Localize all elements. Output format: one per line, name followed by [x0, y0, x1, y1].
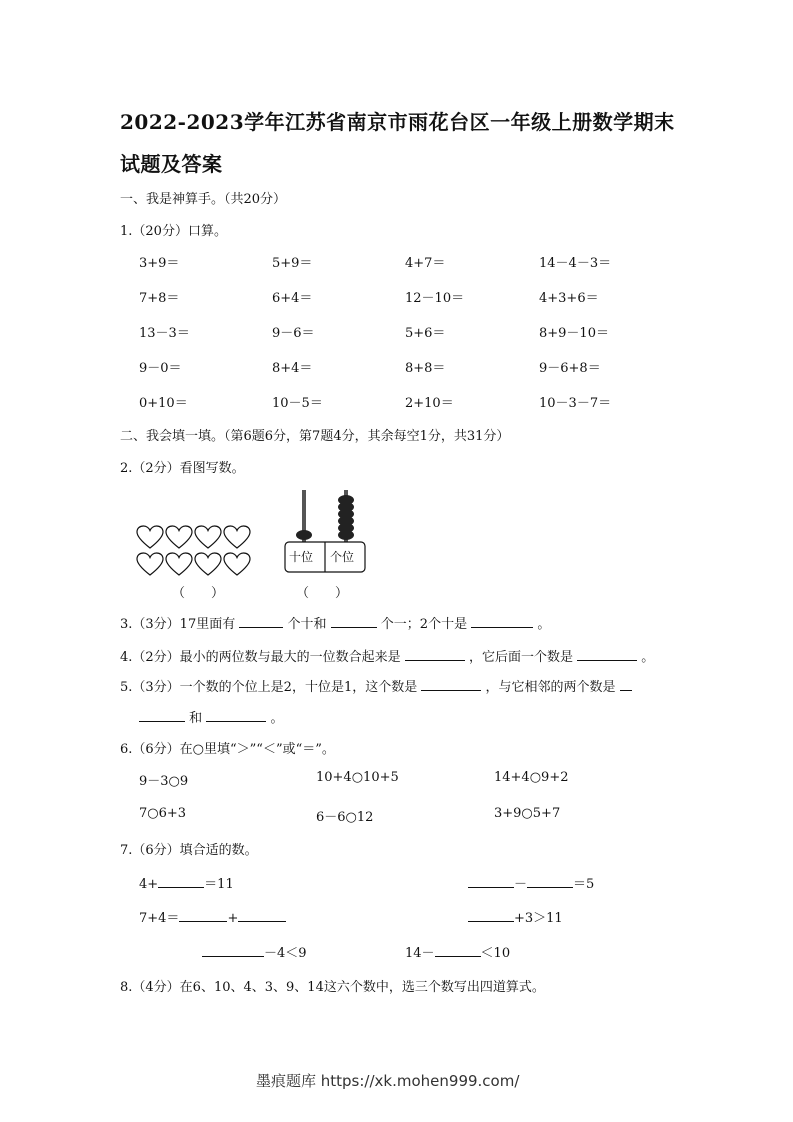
q7-b-text1: － [514, 877, 528, 892]
abacus-figure [284, 486, 366, 574]
section1-heading: 一、我是神算手。（共20分） [120, 192, 287, 207]
abacus-tens-label: 十位 [289, 550, 314, 564]
q3-line [120, 613, 550, 632]
abacus-ones-label: 个位 [330, 550, 355, 564]
hearts-figure [136, 524, 254, 580]
q7-b-text2: ＝5 [573, 877, 595, 892]
q1-item: 10－5＝ [272, 396, 323, 411]
q3-text-a: 3.（3分）17里面有 [120, 617, 236, 632]
q6-item[interactable]: 9－3○9 [139, 774, 189, 789]
q1-item: 9－0＝ [139, 361, 182, 376]
q7-item-c [139, 907, 286, 926]
q7-b-blank-1[interactable] [468, 875, 514, 888]
q3-text-b: 个十和 [287, 617, 327, 632]
q7-item-f [405, 942, 510, 961]
q1-item: 8+4＝ [272, 361, 313, 376]
q7-c-blank-2[interactable] [238, 909, 286, 922]
heart-icon [166, 553, 192, 575]
q3-blank-3[interactable] [471, 615, 533, 628]
heart-icon [166, 526, 192, 548]
q7-a-blank[interactable] [158, 875, 204, 888]
q1-item: 14－4－3＝ [539, 256, 612, 271]
q4-text-a: 4.（2分）最小的两位数与最大的一位数合起来是 [120, 650, 401, 665]
q7-a-text2: ＝11 [204, 877, 234, 892]
heart-icon [137, 526, 163, 548]
q4-blank-1[interactable] [405, 648, 465, 661]
q1-item: 5+6＝ [405, 326, 446, 341]
q7-c-text2: + [227, 911, 239, 926]
q7-e-blank[interactable] [202, 944, 264, 957]
q4-text-b: ，它后面一个数是 [468, 650, 573, 665]
q8-label: 8.（4分）在6、10、4、3、9、14这六个数中，选三个数写出四道算式。 [120, 980, 545, 995]
q5-blank-2-start[interactable] [620, 678, 632, 691]
footer-watermark: 墨痕题库 https://xk.mohen999.com/ [256, 1072, 520, 1090]
q1-item: 7+8＝ [139, 291, 180, 306]
page-title-line2: 试题及答案 [120, 152, 223, 176]
q5-text-c: 和 [189, 711, 203, 726]
q5-text-b: ，与它相邻的两个数是 [485, 680, 616, 695]
q1-item: 10－3－7＝ [539, 396, 612, 411]
q1-item: 5+9＝ [272, 256, 313, 271]
q6-item[interactable]: 10+4○10+5 [316, 770, 399, 785]
q7-b-blank-2[interactable] [527, 875, 573, 888]
q7-item-b [468, 873, 594, 892]
q1-item: 2+10＝ [405, 396, 454, 411]
q7-label: 7.（6分）填合适的数。 [120, 843, 258, 858]
q2-label: 2.（2分）看图写数。 [120, 461, 245, 476]
heart-icon [195, 526, 221, 548]
q6-label: 6.（6分）在○里填“＞”“＜”或“＝”。 [120, 742, 335, 757]
q1-item: 3+9＝ [139, 256, 180, 271]
q5-blank-3[interactable] [206, 709, 266, 722]
q7-item-e [202, 942, 307, 961]
q1-item: 6+4＝ [272, 291, 313, 306]
q5-text-a: 5.（3分）一个数的个位上是2，十位是1，这个数是 [120, 680, 418, 695]
q2-answer-paren-right: （ ） [296, 586, 349, 601]
q4-text-c: 。 [641, 650, 655, 665]
q3-blank-1[interactable] [239, 615, 283, 628]
q6-item[interactable]: 7○6+3 [139, 806, 187, 821]
q5-blank-1[interactable] [421, 678, 481, 691]
q7-a-text1: 4+ [139, 877, 159, 892]
q1-item: 9－6＝ [272, 326, 315, 341]
q2-answer-paren-left: （ ） [172, 586, 225, 601]
q4-blank-2[interactable] [577, 648, 637, 661]
q3-text-d: 。 [537, 617, 551, 632]
q7-f-blank[interactable] [435, 944, 481, 957]
q1-item: 4+3+6＝ [539, 291, 599, 306]
q4-line [120, 646, 654, 665]
q5-line1 [120, 676, 632, 695]
heart-icon [224, 553, 250, 575]
heart-icon [137, 553, 163, 575]
abacus-bead [296, 530, 312, 540]
q7-d-blank[interactable] [468, 909, 514, 922]
q6-item[interactable]: 14+4○9+2 [494, 770, 569, 785]
page-title-line1: 2022-2023学年江苏省南京市雨花台区一年级上册数学期末 [120, 110, 675, 134]
q6-item[interactable]: 3+9○5+7 [494, 806, 561, 821]
abacus-bead [338, 530, 354, 540]
heart-icon [224, 526, 250, 548]
q1-item: 8+8＝ [405, 361, 446, 376]
section2-heading: 二、我会填一填。（第6题6分，第7题4分，其余每空1分，共31分） [120, 429, 510, 444]
q7-c-blank-1[interactable] [179, 909, 227, 922]
q1-item: 4+7＝ [405, 256, 446, 271]
q1-item: 13－3＝ [139, 326, 190, 341]
q7-item-d [468, 907, 563, 926]
q1-item: 9－6+8＝ [539, 361, 601, 376]
heart-icon [195, 553, 221, 575]
q7-item-a [139, 873, 234, 892]
q5-line2 [139, 707, 283, 726]
q1-item: 0+10＝ [139, 396, 188, 411]
q5-text-d: 。 [270, 711, 284, 726]
q7-f-text1: 14－ [405, 946, 435, 961]
q5-blank-2[interactable] [139, 709, 185, 722]
q7-f-text2: ＜10 [480, 946, 511, 961]
q3-blank-2[interactable] [331, 615, 377, 628]
q7-d-text1: +3＞11 [514, 911, 563, 926]
q1-item: 12－10＝ [405, 291, 465, 306]
q7-e-text1: －4＜9 [264, 946, 307, 961]
q7-c-text1: 7+4＝ [139, 911, 180, 926]
q3-text-c: 个一；2个十是 [380, 617, 468, 632]
q6-item[interactable]: 6－6○12 [316, 810, 374, 825]
q1-item: 8+9－10＝ [539, 326, 609, 341]
q1-label: 1.（20分）口算。 [120, 224, 227, 239]
